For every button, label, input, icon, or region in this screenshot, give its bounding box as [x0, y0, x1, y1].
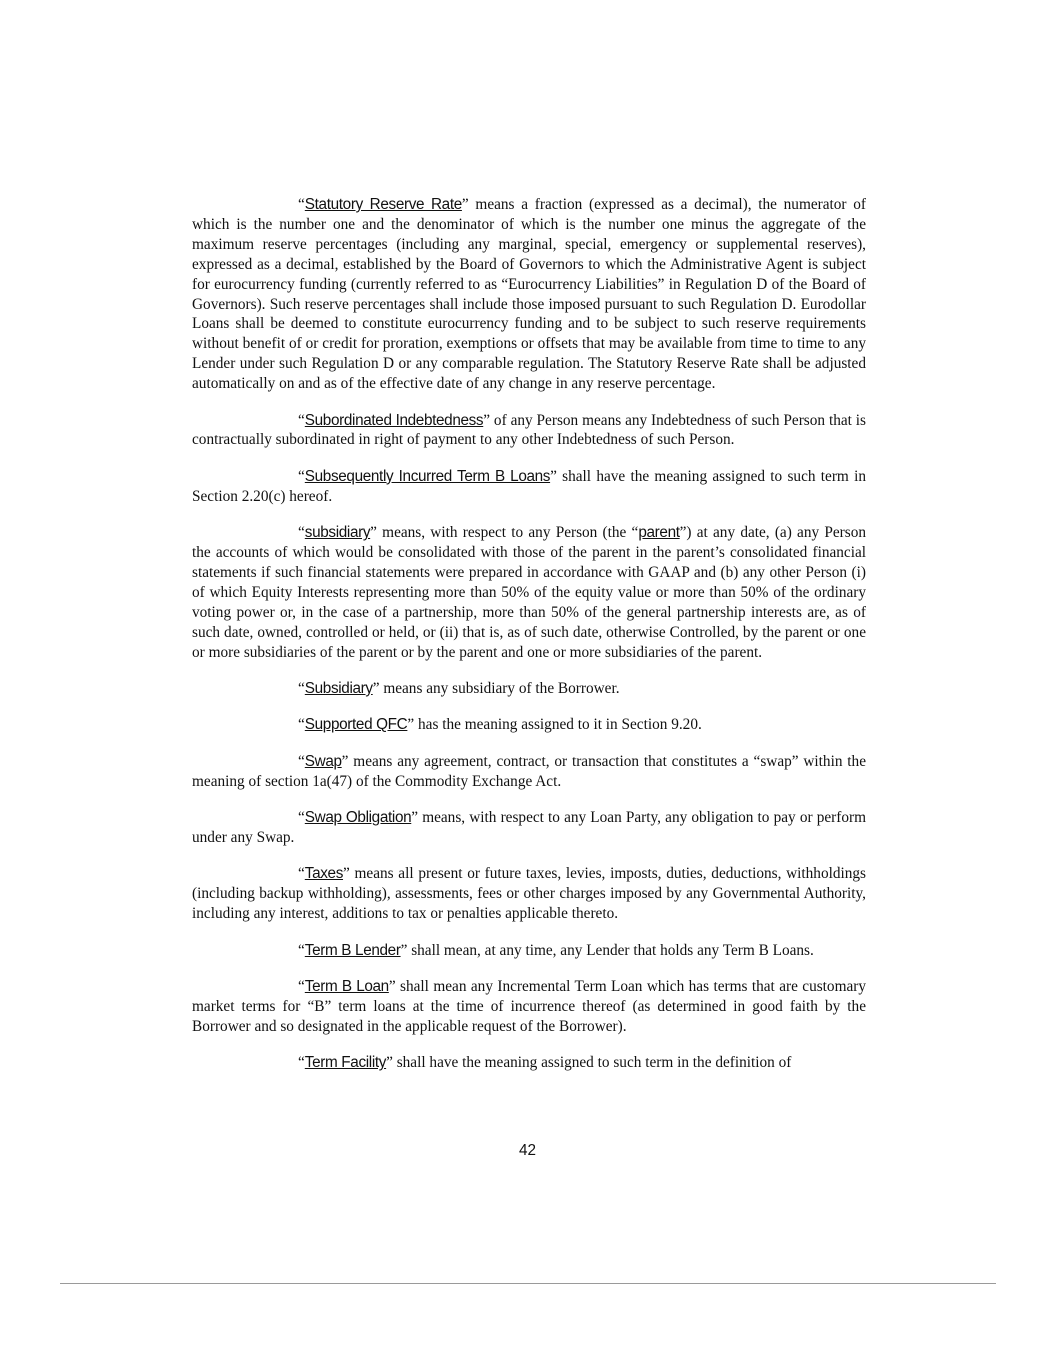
definition-swap: “Swap” means any agreement, contract, or transaction that constitutes a “swap” within the meaning of section 1a(47) of the Commodity Exchange Act.	[192, 752, 866, 790]
definition-text: ” has the meaning assigned to it in Section 9.20.	[407, 716, 702, 734]
definition-text: ” shall mean any Incremental Term Loan which has terms that are customary market terms for “B” term loans at the time of incurrence thereof (as determined in good faith by the Borrower and so designated in the applicable request of the Borrower).	[192, 978, 866, 1035]
definition-subordinated-indebtedness: “Subordinated Indebtedness” of any Person means any Indebtedness of such Person that is contractually subordinated in right of payment to any other Indebtedness of such Person.	[192, 411, 866, 449]
definition-text: ” means a fraction (expressed as a decimal), the numerator of which is the number one and the denominator of which is the number one minus the aggregate of the maximum reserve percentages (including any marginal, special, emergency or supplemental reserves), expressed as a decimal, established by the Board of Governors to which the Administrative Agent is subject for eurocurrency funding (currently referred to as “Eurocurrency Liabilities” in Regulation D of the Board of Governors). Such reserve percentages shall include those imposed pursuant to such Regulation D. Eurodollar Loans shall be deemed to constitute eurocurrency funding and to be subject to such reserve requirements without benefit of or credit for proration, exemptions or offsets that may be available from time to time to any Lender under such Regulation D or any comparable regulation. The Statutory Reserve Rate shall be adjusted automatically on and as of the effective date of any change in any reserve percentage.	[192, 196, 866, 393]
defined-term: Term Facility	[304, 1054, 387, 1072]
page-number: 42	[518, 1142, 536, 1159]
definition-text: ” shall have the meaning assigned to such term in Section 2.20(c) hereof.	[192, 467, 866, 505]
definition-supported-qfc: “Supported QFC” has the meaning assigned to it in Section 9.20.	[298, 716, 702, 734]
defined-term: Subsequently Incurred Term B Loans	[304, 467, 551, 485]
definition-swap-obligation: “Swap Obligation” means, with respect to any Loan Party, any obligation to pay or perform under any Swap.	[192, 809, 866, 847]
defined-term: Term B Lender	[304, 941, 401, 959]
defined-term: Subsidiary	[304, 680, 373, 698]
defined-term: subsidiary	[304, 524, 371, 542]
definition-text: ” means all present or future taxes, levies, imposts, duties, deductions, withholdings (including backup withholding), assessments, fees or other charges imposed by any Governmental Authority, including any interest, additions to tax or penalties applicable thereto.	[192, 865, 866, 923]
document-body	[192, 195, 866, 1090]
definition-text: ” of any Person means any Indebtedness of such Person that is contractually subordinated in right of payment to any other Indebtedness of such Person.	[192, 411, 866, 449]
defined-term: Statutory Reserve Rate	[304, 196, 462, 213]
defined-term: Taxes	[304, 865, 344, 883]
definition-term-facility: “Term Facility” shall have the meaning assigned to such term in the definition of	[298, 1054, 792, 1072]
footer-divider	[60, 1283, 996, 1284]
definition-text: ” means any agreement, contract, or transaction that constitutes a “swap” within the meaning of section 1a(47) of the Commodity Exchange Act.	[192, 752, 866, 790]
defined-term: Swap Obligation	[304, 809, 412, 827]
definition-text: ”) at any date, (a) any Person the accounts of which would be consolidated with those of the parent in the parent’s consolidated financial statements if such financial statements were prepared in accordance with GAAP and (b) any other Person (i) of which Equity Interests representing more than 50% of the equity value or more than 50% of the ordinary voting power or, in the case of a partnership, more than 50% of the general partnership interests are, as of such date, owned, controlled or held, or (ii) that is, as of such date, otherwise Controlled, by the parent or one or more subsidiaries of the parent or by the parent and one or more subsidiaries of the parent.	[192, 524, 866, 661]
defined-term-parent: parent	[638, 524, 680, 542]
definition-subsidiary: “Subsidiary” means any subsidiary of the Borrower.	[298, 680, 620, 698]
defined-term: Supported QFC	[304, 716, 408, 734]
definition-text-intro: ” means, with respect to any Person (the “	[370, 524, 639, 542]
definition-statutory-reserve-rate: “Statutory Reserve Rate” means a fraction (expressed as a decimal), the numerator of which is the number one and the denominator of which is the number one minus the aggregate of the maximum reserve percentages (including any marginal, special, emergency or supplemental reserves), expressed as a decimal, established by the Board of Governors to which the Administrative Agent is subject for eurocurrency funding (currently referred to as “Eurocurrency Liabilities” in Regulation D of the Board of Governors). Such reserve percentages shall include those imposed pursuant to such Regulation D. Eurodollar Loans shall be deemed to constitute eurocurrency funding and to be subject to such reserve requirements without benefit of or credit for proration, exemptions or offsets that may be available from time to time to any Lender under such Regulation D or any comparable regulation. The Statutory Reserve Rate shall be adjusted automatically on and as of the effective date of any change in any reserve percentage.	[192, 196, 866, 393]
defined-term: Swap	[304, 752, 342, 770]
defined-term: Term B Loan	[304, 978, 389, 996]
defined-term: Subordinated Indebtedness	[304, 411, 484, 429]
definition-term-b-lender: “Term B Lender” shall mean, at any time, any Lender that holds any Term B Loans.	[298, 941, 814, 959]
definition-subsidiary-lower: “subsidiary” means, with respect to any Person (the “parent”) at any date, (a) any Person the accounts of which would be consolidated with those of the parent in the parent’s consolidated financial statements if such financial statements were prepared in accordance with GAAP and (b) any other Person (i) of which Equity Interests representing more than 50% of the equity value or more than 50% of the ordinary voting power or, in the case of a partnership, more than 50% of the general partnership interests are, as of such date, owned, controlled or held, or (ii) that is, as of such date, otherwise Controlled, by the parent or one or more subsidiaries of the parent or by the parent and one or more subsidiaries of the parent.	[192, 524, 866, 661]
definition-text: ” means, with respect to any Loan Party, any obligation to pay or perform under any Swap.	[192, 809, 866, 847]
definition-text: ” shall mean, at any time, any Lender that holds any Term B Loans.	[400, 941, 814, 959]
definition-taxes: “Taxes” means all present or future taxes, levies, imposts, duties, deductions, withholdings (including backup withholding), assessments, fees or other charges imposed by any Governmental Authority, including any interest, additions to tax or penalties applicable thereto.	[192, 865, 866, 923]
definition-term-b-loan: “Term B Loan” shall mean any Incremental Term Loan which has terms that are customary market terms for “B” term loans at the time of incurrence thereof (as determined in good faith by the Borrower and so designated in the applicable request of the Borrower).	[192, 978, 866, 1035]
definition-text: ” shall have the meaning assigned to such term in the definition of	[386, 1054, 792, 1072]
definition-text: ” means any subsidiary of the Borrower.	[372, 680, 620, 698]
definition-subsequently-incurred-term-b-loans: “Subsequently Incurred Term B Loans” shall have the meaning assigned to such term in Section 2.20(c) hereof.	[192, 467, 866, 505]
